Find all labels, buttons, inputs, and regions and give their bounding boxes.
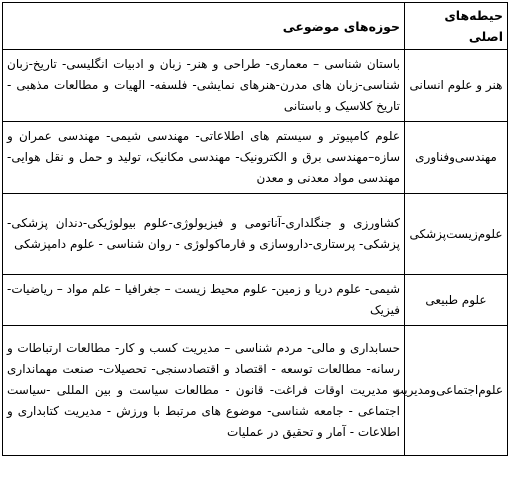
subject-areas-cell: علوم کامپیوتر و سیستم های اطلاعاتی- مهندسی شیمی- مهندسی عمران و سازه–مهندسی برق و الکترونیک- مهندسی مکانیک، تولید و حمل و نقل هوایی- مهندسی مواد معدنی و معدن [3, 122, 405, 194]
fields-table [2, 2, 508, 456]
main-field-cell: مهندسی‌وفناوری [405, 122, 508, 194]
main-field-cell: علوم‌زیست‌پزشکی [405, 194, 508, 275]
main-field-cell: هنر و علوم انسانی [405, 50, 508, 122]
subject-areas-cell: حسابداری و مالی- مردم شناسی – مدیریت کسب و کار- مطالعات ارتباطات و رسانه- مطالعات توسعه - اقتصاد و اقتصادسنجی- تحصیلات- صنعت مهمانداری و مدیریت اوقات فراغت- قانون - مطالعات سیاست و بین المللی -سیاست اجتماعی - جامعه شناسی- موضوع های مرتبط با ورزش - مدیریت کتابداری و اطلاعات - آمار و تحقیق در عملیات [3, 326, 405, 456]
main-field-cell: علوم طبیعی [405, 275, 508, 326]
table-row [3, 50, 508, 122]
subject-areas-cell: باستان شناسی – معماری- طراحی و هنر- زبان و ادبیات انگلیسی- تاریخ-زبان شناسی-زبان های مدرن-هنرهای نمایشی- فلسفه- الهیات و مطالعات مذهبی - تاریخ کلاسیک و باستانی [3, 50, 405, 122]
header-subject-areas: حوزه‌های موضوعی [3, 3, 405, 50]
subject-areas-cell: کشاورزی و جنگلداری-آناتومی و فیزیولوژی-علوم بیولوژیکی-دندان پزشکی- پزشکی- پرستاری-داروسازی و فارماکولوژی - روان شناسی - علوم دامپزشکی [3, 194, 405, 275]
table-row [3, 275, 508, 326]
table-row [3, 194, 508, 275]
table-row [3, 326, 508, 456]
main-field-cell: علوم‌اجتماعی‌ومدیریت [405, 326, 508, 456]
table-row [3, 122, 508, 194]
subject-areas-cell: شیمی- علوم دریا و زمین- علوم محیط زیست – جغرافیا – علم مواد – ریاضیات- فیزیک [3, 275, 405, 326]
header-main-field: حیطه‌های اصلی [405, 3, 508, 50]
table-header-row [3, 3, 508, 50]
